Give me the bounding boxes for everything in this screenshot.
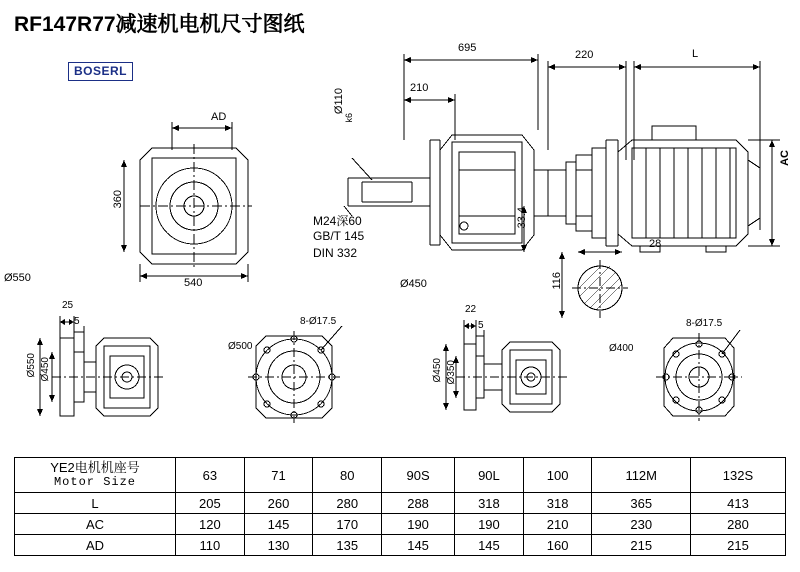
cell: 145 <box>382 535 455 556</box>
cell: 230 <box>592 514 691 535</box>
dim-25-label: 25 <box>62 300 74 311</box>
cell: 63 <box>176 458 245 493</box>
dim-dia400-label: Ø400 <box>609 343 634 354</box>
dim-28-label: 28 <box>649 238 662 250</box>
holes-right-label: 8-Ø17.5 <box>686 318 723 329</box>
cell: 205 <box>176 493 245 514</box>
cell: 190 <box>382 514 455 535</box>
dim-116-label: 116 <box>551 272 563 290</box>
dim-dia450-label: Ø450 <box>400 278 427 290</box>
dim-5-left-label: 5 <box>74 316 80 327</box>
cell: 145 <box>455 535 524 556</box>
row-header-motor-size <box>15 458 176 493</box>
row-header-L: L <box>15 493 176 514</box>
dim-22-label: 22 <box>465 304 477 315</box>
cell: 80 <box>313 458 382 493</box>
dim-AC-label: AC <box>779 150 791 166</box>
cell: 215 <box>592 535 691 556</box>
cell: 110 <box>176 535 245 556</box>
cell: 318 <box>523 493 592 514</box>
cell: 90L <box>455 458 524 493</box>
dim-695-label: 695 <box>458 42 477 54</box>
cell: 318 <box>455 493 524 514</box>
dim-AD-label: AD <box>211 111 227 123</box>
dim-210-label: 210 <box>410 82 429 94</box>
dim-dia110-tolerance-label: k6 <box>344 113 354 123</box>
cell: 120 <box>176 514 245 535</box>
note-gbt145-label: GB/T 145 <box>313 229 365 243</box>
table-row <box>15 493 786 514</box>
flange-views-drawing <box>0 300 800 450</box>
cell: 100 <box>523 458 592 493</box>
dim-dia550-label: Ø550 <box>4 272 31 284</box>
dim-dia350-right-label: Ø350 <box>446 360 457 385</box>
cell: 160 <box>523 535 592 556</box>
dim-dia450-right-label: Ø450 <box>432 358 443 383</box>
cell: 170 <box>313 514 382 535</box>
cell: 132S <box>690 458 785 493</box>
cell: 365 <box>592 493 691 514</box>
note-m24-label: M24深60 <box>313 214 362 228</box>
cell: 112M <box>592 458 691 493</box>
motor-size-table <box>14 457 786 556</box>
cell: 413 <box>690 493 785 514</box>
note-din332-label: DIN 332 <box>313 246 358 260</box>
dim-33-4-label: 33.4 <box>516 207 528 229</box>
holes-left-label: 8-Ø17.5 <box>300 316 337 327</box>
dim-5-right-label: 5 <box>478 320 484 331</box>
row-header-AD: AD <box>15 535 176 556</box>
dim-540-label: 540 <box>184 277 203 289</box>
row-header-cn: YE2电机机座号 <box>50 460 140 475</box>
table-row <box>15 458 786 493</box>
cell: 288 <box>382 493 455 514</box>
dim-dia500-label: Ø500 <box>228 341 253 352</box>
row-header-AC: AC <box>15 514 176 535</box>
dim-220-label: 220 <box>575 49 594 61</box>
cell: 190 <box>455 514 524 535</box>
dim-dia450-left-label: Ø450 <box>40 357 51 382</box>
cell: 71 <box>244 458 313 493</box>
dim-L-label: L <box>692 48 699 60</box>
cell: 90S <box>382 458 455 493</box>
cell: 280 <box>690 514 785 535</box>
cell: 130 <box>244 535 313 556</box>
page-title: RF147R77减速机电机尺寸图纸 <box>14 13 305 36</box>
cell: 210 <box>523 514 592 535</box>
cell: 280 <box>313 493 382 514</box>
brand-logo: BOSERL <box>68 62 133 81</box>
dim-360-label: 360 <box>112 190 124 209</box>
table-row <box>15 535 786 556</box>
cell: 145 <box>244 514 313 535</box>
table-row <box>15 514 786 535</box>
cell: 215 <box>690 535 785 556</box>
row-header-en: Motor Size <box>53 475 136 489</box>
dim-dia550-left-label: Ø550 <box>26 353 37 378</box>
cell: 260 <box>244 493 313 514</box>
dim-dia110-label: Ø110 <box>333 88 345 115</box>
cell: 135 <box>313 535 382 556</box>
